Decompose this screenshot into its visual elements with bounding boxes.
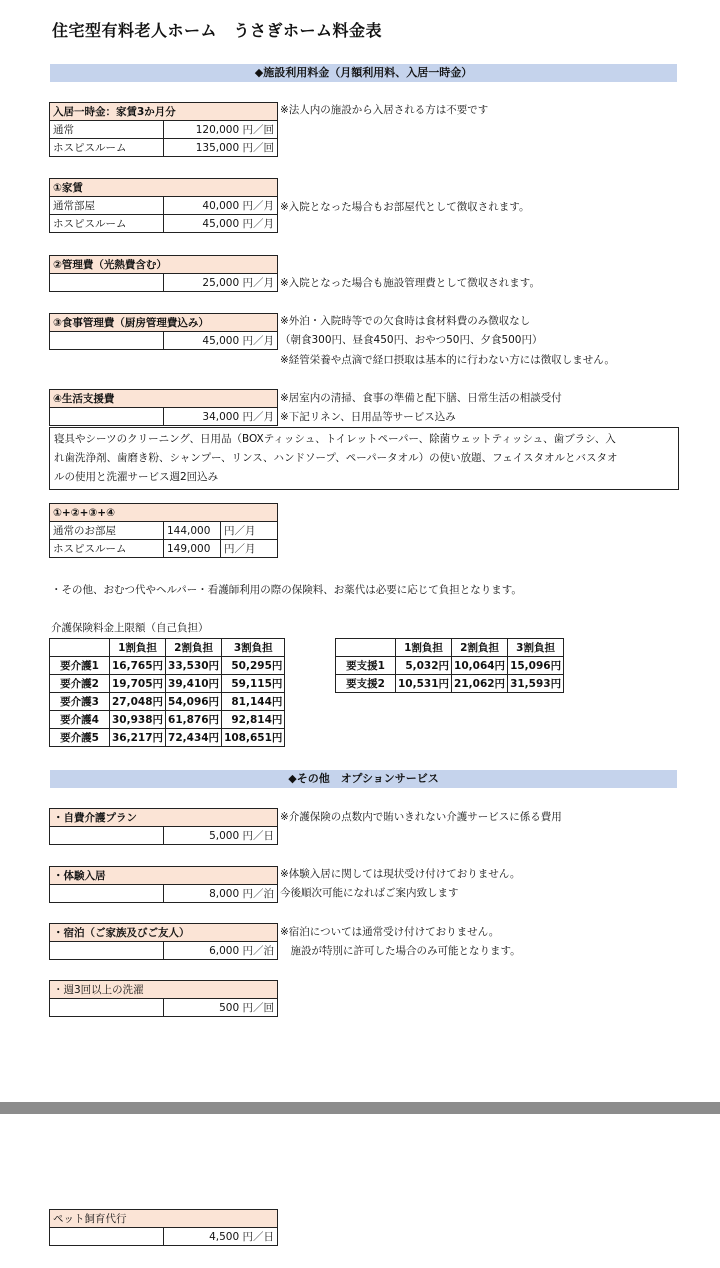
section-band-facility: ◆施設利用料金（月額利用料、入居一時金） [50,64,677,82]
empty-cell [50,274,164,292]
care-cell: 39,410円 [166,675,222,693]
overnight-header: ・宿泊（ご家族及びご友人） [50,924,278,942]
care-row-label: 要介護4 [50,711,110,729]
total-label: 通常のお部屋 [50,522,164,540]
care-cell: 16,765円 [110,657,166,675]
support-col-header: 1割負担 [396,639,452,657]
care-cell: 59,115円 [222,675,285,693]
life-support-value: 34,000 円／月 [164,408,278,426]
pet-care-value: 4,500 円／日 [164,1228,278,1246]
trial-stay-note: 今後順次可能になればご案内致します [280,887,459,899]
care-cell: 54,096円 [166,693,222,711]
care-cell: 92,814円 [222,711,285,729]
care-cell: 19,705円 [110,675,166,693]
rent-table [49,178,278,233]
page-divider [0,1102,720,1114]
support-cell: 31,593円 [508,675,564,693]
overnight-table [49,923,278,960]
entry-fee-note: ※法人内の施設から入居される方は不要です [280,104,489,116]
other-costs-note: ・その他、おむつ代やヘルパー・看護師利用の際の保険料、お薬代は必要に応じて負担となります。 [51,584,522,596]
care-row-label: 要介護3 [50,693,110,711]
overnight-value: 6,000 円／泊 [164,942,278,960]
entry-fee-value: 120,000 円／回 [164,121,278,139]
mgmt-note: ※入院となった場合も施設管理費として徴収されます。 [280,277,540,289]
empty-cell [50,639,110,657]
rent-label: ホスピスルーム [50,215,164,233]
entry-fee-label: 通常 [50,121,164,139]
empty-cell [50,332,164,350]
mgmt-table [49,255,278,292]
laundry-table [49,980,278,1017]
support-col-header: 3割負担 [508,639,564,657]
life-support-note: ※下記リネン、日用品等サービス込み [280,411,456,423]
total-unit: 円／月 [221,522,278,540]
care-level-table [49,638,285,747]
self-care-table [49,808,278,845]
entry-fee-label: ホスピスルーム [50,139,164,157]
page-title: 住宅型有料老人ホーム うさぎホーム料金表 [52,21,383,40]
section-band-options: ◆その他 オプションサービス [50,770,677,788]
trial-stay-table [49,866,278,903]
entry-fee-table [49,102,278,157]
care-cell: 72,434円 [166,729,222,747]
pet-care-table [49,1209,278,1246]
care-row-label: 要介護1 [50,657,110,675]
empty-cell [50,827,164,845]
rent-value: 45,000 円／月 [164,215,278,233]
care-row-label: 要介護5 [50,729,110,747]
entry-fee-value: 135,000 円／回 [164,139,278,157]
care-col-header: 3割負担 [222,639,285,657]
life-support-header: ④生活支援費 [50,390,278,408]
rent-note: ※入院となった場合もお部屋代として徴収されます。 [280,201,530,213]
support-row-label: 要支援2 [336,675,396,693]
empty-cell [50,999,164,1017]
life-support-note: ※居室内の清掃、食事の準備と配下膳、日常生活の相談受付 [280,392,562,404]
self-care-note: ※介護保険の点数内で賄いきれない介護サービスに係る費用 [280,811,562,823]
self-care-value: 5,000 円／日 [164,827,278,845]
total-unit: 円／月 [221,540,278,558]
care-cell: 61,876円 [166,711,222,729]
care-row-label: 要介護2 [50,675,110,693]
empty-cell [50,1228,164,1246]
support-cell: 15,096円 [508,657,564,675]
care-cell: 33,530円 [166,657,222,675]
total-label: ホスピスルーム [50,540,164,558]
linen-service-line: れ歯洗浄剤、歯磨き粉、シャンプー、リンス、ハンドソープ、ペーパータオル）の使い放題、フェイスタオルとバスタオ [54,452,618,464]
support-row-label: 要支援1 [336,657,396,675]
care-cell: 81,144円 [222,693,285,711]
care-col-header: 2割負担 [166,639,222,657]
care-caption: 介護保険料金上限額（自己負担） [51,622,209,634]
rent-label: 通常部屋 [50,197,164,215]
meal-note: （朝食300円、昼食450円、おやつ50円、夕食500円） [280,334,543,346]
support-col-header: 2割負担 [452,639,508,657]
total-amount: 149,000 [164,540,221,558]
trial-stay-header: ・体験入居 [50,867,278,885]
self-care-header: ・自費介護プラン [50,809,278,827]
trial-stay-note: ※体験入居に関しては現状受け付けておりません。 [280,868,521,880]
care-cell: 108,651円 [222,729,285,747]
care-col-header: 1割負担 [110,639,166,657]
meal-value: 45,000 円／月 [164,332,278,350]
meal-note: ※外泊・入院時等での欠食時は食材料費のみ徴収なし [280,315,531,327]
support-cell: 5,032円 [396,657,452,675]
support-cell: 10,531円 [396,675,452,693]
support-cell: 21,062円 [452,675,508,693]
linen-service-line: ルの使用と洗濯サービス週2回込み [54,471,219,483]
empty-cell [50,942,164,960]
support-level-table [335,638,564,693]
total-table [49,503,278,558]
pet-care-header: ペット飼育代行 [50,1210,278,1228]
mgmt-header: ②管理費（光熱費含む） [50,256,278,274]
linen-service-line: 寝具やシーツのクリーニング、日用品（BOXティッシュ、トイレットペーパー、除菌ウェットティッシュ、歯ブラシ、入 [54,433,616,445]
meal-note: ※経管栄養や点滴で経口摂取は基本的に行わない方には徴収しません。 [280,354,615,366]
overnight-note: 施設が特別に許可した場合のみ可能となります。 [280,945,521,957]
rent-value: 40,000 円／月 [164,197,278,215]
rent-header: ①家賃 [50,179,278,197]
total-amount: 144,000 [164,522,221,540]
empty-cell [50,408,164,426]
empty-cell [50,885,164,903]
meal-header: ③食事管理費（厨房管理費込み） [50,314,278,332]
empty-cell [336,639,396,657]
linen-service-box [49,427,679,490]
laundry-header: ・週3回以上の洗濯 [50,981,278,999]
overnight-note: ※宿泊については通常受け付けておりません。 [280,926,500,938]
life-support-table [49,389,278,426]
entry-fee-header: 入居一時金：家賃3か月分 [50,103,278,121]
support-cell: 10,064円 [452,657,508,675]
total-header: ①+②+③+④ [50,504,278,522]
mgmt-value: 25,000 円／月 [164,274,278,292]
care-cell: 36,217円 [110,729,166,747]
care-cell: 50,295円 [222,657,285,675]
laundry-value: 500 円／回 [164,999,278,1017]
care-cell: 27,048円 [110,693,166,711]
meal-table [49,313,278,350]
trial-stay-value: 8,000 円／泊 [164,885,278,903]
care-cell: 30,938円 [110,711,166,729]
